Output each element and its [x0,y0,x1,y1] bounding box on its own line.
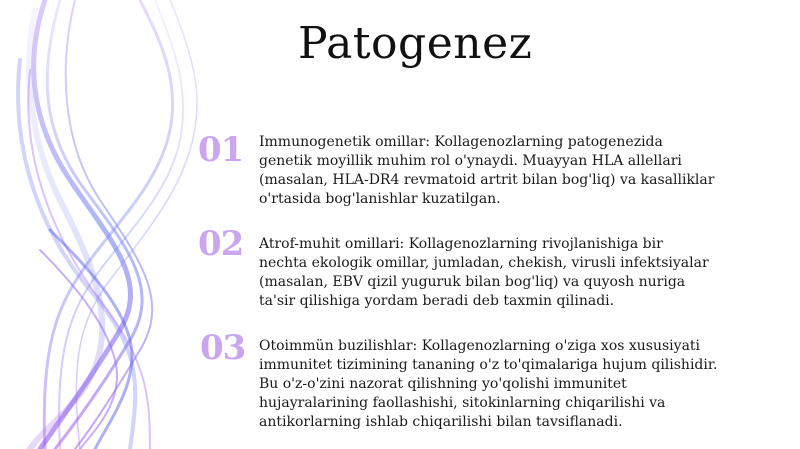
item-02-line: nechta ekologik omillar, jumladan, chekish, virusli infektsiyalar [259,255,709,271]
item-text-01 [259,133,759,209]
item-text-03 [259,337,759,432]
item-01-line: (masalan, HLA-DR4 revmatoid artrit bilan bog'liq) va kasalliklar [259,172,715,188]
item-03-line: immunitet tizimining tananing o'z to'qimalariga hujum qilishidir. [259,357,718,373]
item-01-line: genetik moyillik muhim rol o'ynaydi. Muayyan HLA allellari [259,153,682,169]
page-title: Patogenez [298,18,533,69]
item-03-line: Bu o'z-o'zini nazorat qilishning yo'qolishi immunitet [259,376,627,392]
item-number-01: 01 [198,130,244,170]
item-03-line: antikorlarning ishlab chiqarilishi bilan tavsiflanadi. [259,414,623,430]
item-number-02: 02 [198,224,244,264]
item-number-03: 03 [200,328,246,368]
decorative-ribbon-graphic [0,0,230,449]
item-03-line: Otoimmün buzilishlar: Kollagenozlarning o'ziga xos xususiyati [259,338,701,354]
item-01-line: o'rtasida bog'lanishlar kuzatilgan. [259,191,501,207]
item-text-02 [259,235,759,311]
item-02-line: (masalan, EBV qizil yuguruk bilan bog'liq) va quyosh nuriga [259,274,686,290]
item-03-line: hujayralarining faollashishi, sitokinlarning chiqarilishi va [259,395,666,411]
item-02-line: ta'sir qilishiga yordam beradi deb taxmin qilinadi. [259,293,615,309]
item-02-line: Atrof-muhit omillari: Kollagenozlarning rivojlanishiga bir [259,236,663,252]
item-01-line: Immunogenetik omillar: Kollagenozlarning patogenezida [259,134,663,150]
